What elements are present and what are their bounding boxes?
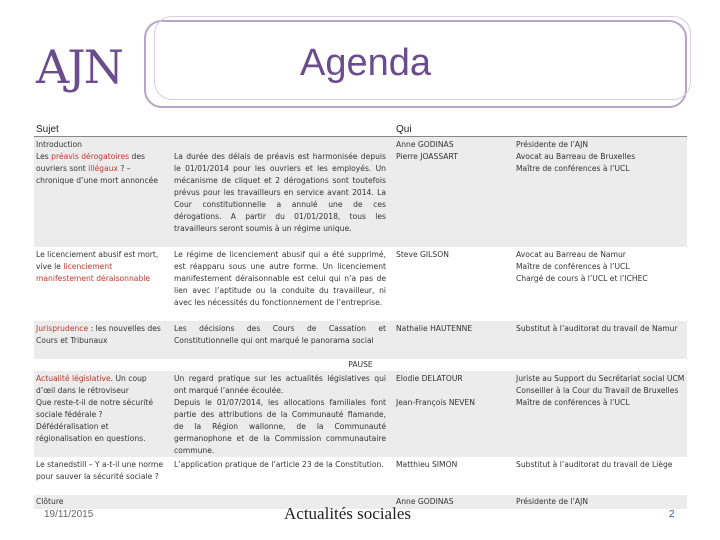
table-row xyxy=(34,457,687,495)
qui-cell: Anne GODINAS xyxy=(396,497,454,506)
header-qui: Qui xyxy=(396,124,412,135)
description-cell: La durée des délais de préavis est harmonisée depuis le 01/01/2014 pour les ouvriers et les employés. Un mécanisme de cliquet et 2 dérogations sont toutefois prévus pour les travailleurs en service avant 2014. La Cour constitutionnelle a annulé une de ces dérogations. A partir du 01/01/2018, tous les travailleurs seront soumis à un régime unique. xyxy=(174,152,386,233)
pause-row xyxy=(34,359,687,371)
footer-title: Actualités sociales xyxy=(284,504,411,523)
sujet-cell: Le stanedstill – Y a-t-il une norme pour sauver la sécurité sociale ? xyxy=(36,460,163,481)
qui-cell: Anne GODINAS Pierre JOASSART xyxy=(396,140,458,161)
role-cell: Juriste au Support du Secrétariat social UCM Conseiller à la Cour du Travail de Bruxelles Maître de conférences à l’UCL xyxy=(516,374,685,407)
sujet-cell: Introduction Les préavis dérogatoires des ouvriers sont illégaux ? – chronique d’une mort annoncée xyxy=(36,140,158,185)
sujet-cell: Actualité législative. Un coup d’œil dans le rétroviseur Que reste-t-il de notre sécurité sociale fédérale ? Défédéralisation et régionalisation en questions. xyxy=(36,374,154,443)
table-header xyxy=(34,124,687,137)
description-cell: Un regard pratique sur les actualités législatives qui ont marqué l’année écoulée. Depuis le 01/07/2014, les allocations familiales font partie des attributions de la Communauté flamande, de la Région wallonne, de la Communauté germanophone et de la Commission communautaire commune. xyxy=(174,374,386,455)
role-cell: Substitut à l’auditorat du travail de Liège xyxy=(516,460,673,469)
table-row xyxy=(34,321,687,359)
role-cell: Présidente de l’AJN xyxy=(516,497,589,506)
qui-cell: Elodie DELATOUR Jean-François NEVEN xyxy=(396,374,475,407)
qui-cell: Matthieu SIMON xyxy=(396,460,458,469)
pause-label: PAUSE xyxy=(348,360,373,369)
description-cell: L’application pratique de l’article 23 de la Constitution. xyxy=(174,460,384,469)
date-label: 19/11/2015 xyxy=(44,509,94,520)
sujet-cell: Jurisprudence : les nouvelles des Cours et Tribunaux xyxy=(36,324,161,345)
table-row xyxy=(34,137,687,247)
page-title: Agenda xyxy=(300,42,432,84)
table-row xyxy=(34,247,687,321)
agenda-table xyxy=(34,124,687,509)
role-cell: Avocat au Barreau de Namur Maître de conférences à l’UCL Chargé de cours à l’UCL et l’ICHEC xyxy=(516,250,648,283)
sujet-cell: Le licenciement abusif est mort, vive le licenciement manifestement déraisonnable xyxy=(36,250,159,283)
description-cell: Le régime de licenciement abusif qui a été supprimé, est réapparu sous une autre forme. Un licenciement manifestement déraisonnable est celui qui n’a pas de lien avec l’aptitude ou la conduite du travailleur, ni avec les nécessités du fonctionnement de l’entreprise. xyxy=(174,250,386,307)
ajn-logo: AJN xyxy=(36,40,122,94)
role-cell: Présidente de l’AJN Avocat au Barreau de Bruxelles Maître de conférences à l’UCL xyxy=(516,140,636,173)
table-row xyxy=(34,371,687,457)
role-cell: Substitut à l’auditorat du travail de Namur xyxy=(516,324,678,333)
qui-cell: Nathalie HAUTENNE xyxy=(396,324,473,333)
description-cell: Les décisions des Cours de Cassation et Constitutionnelle qui ont marqué le panorama social xyxy=(174,324,386,345)
page-number: 2 xyxy=(669,509,675,520)
sujet-cell: Clôture xyxy=(36,497,64,506)
header-sujet: Sujet xyxy=(36,124,59,135)
qui-cell: Steve GILSON xyxy=(396,250,449,259)
